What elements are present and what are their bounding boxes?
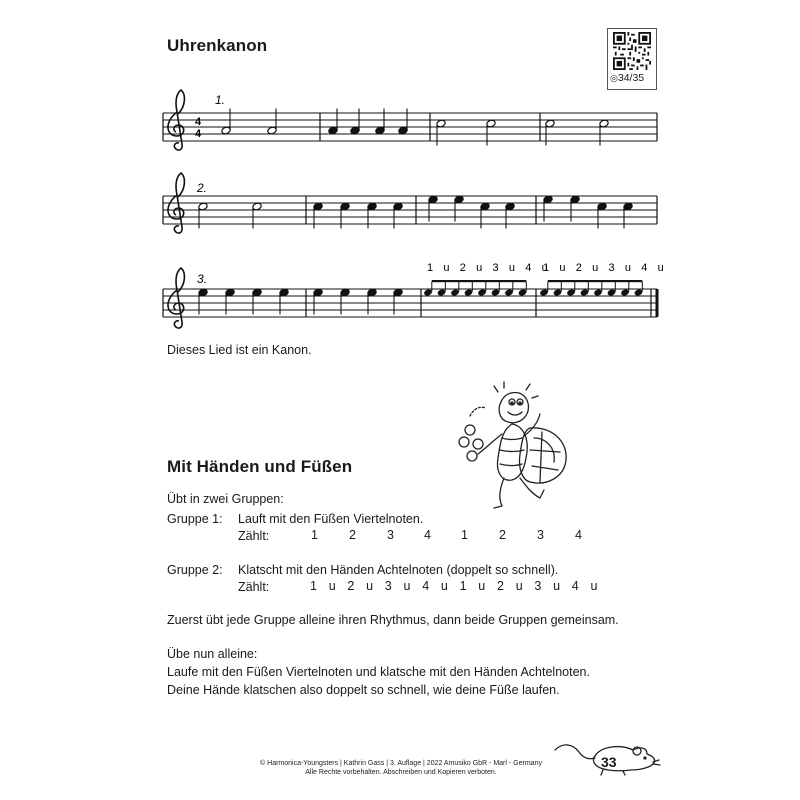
group2-count: 4: [571, 579, 579, 593]
group2-count: u: [328, 579, 336, 593]
time-sig-top: 4: [195, 116, 202, 128]
voice-number-2: 2.: [197, 181, 208, 195]
group2-count: 1: [310, 579, 317, 593]
time-sig-bottom: 4: [195, 128, 202, 140]
group2-count: u: [553, 579, 561, 593]
group1-count: 3: [387, 528, 394, 542]
group2-count: 2: [347, 579, 355, 593]
treble-clef-icon-3: [168, 268, 184, 328]
group2-count: u: [440, 579, 448, 593]
group2-count: u: [478, 579, 486, 593]
exercise-title: Mit Händen und Füßen: [167, 457, 353, 476]
song-title: Uhrenkanon: [167, 36, 268, 55]
turtle-juggler-illustration: [450, 378, 580, 513]
music-score: [0, 0, 800, 340]
cd-icon: ◎: [610, 73, 618, 83]
group2-count-label: Zählt:: [238, 580, 270, 594]
paragraph-2-line-2: Laufe mit den Füßen Viertelnoten und klatsche mit den Händen Achtelnoten.: [167, 665, 590, 679]
song-caption: Dieses Lied ist ein Kanon.: [167, 343, 312, 357]
voice-number-3: 3.: [197, 272, 208, 286]
group2-count: u: [366, 579, 374, 593]
group1-count: 3: [537, 528, 544, 542]
group2-count: 2: [497, 579, 504, 593]
exercise-intro: Übt in zwei Gruppen:: [167, 492, 284, 506]
group1-count: 4: [575, 528, 582, 542]
group2-count: 3: [534, 579, 542, 593]
footer-line-1: © Harmonica-Youngsters | Kathrin Gass | 3. Auflage | 2022 Amusiko GbR - Marl - Germany: [260, 760, 542, 767]
voice-number-1: 1.: [215, 93, 226, 107]
group1-text: Lauft mit den Füßen Viertelnoten.: [238, 512, 424, 526]
group2-count: u: [403, 579, 411, 593]
paragraph-1: Zuerst übt jede Gruppe alleine ihren Rhythmus, dann beide Gruppen gemeinsam.: [167, 613, 619, 627]
group2-text: Klatscht mit den Händen Achtelnoten (doppelt so schnell).: [238, 563, 559, 577]
beat-count-2: 1 u 2 u 3 u 4 u: [543, 262, 668, 274]
group1-count-label: Zählt:: [238, 529, 270, 543]
group1-count: 1: [311, 528, 318, 542]
track-number: 34/35: [617, 72, 645, 84]
page-number: 33: [601, 754, 617, 770]
group1-count: 1: [461, 528, 468, 542]
paragraph-2-line-3: Deine Hände klatschen also doppelt so schnell, wie deine Füße laufen.: [167, 683, 560, 697]
group2-count: 3: [384, 579, 392, 593]
note-beam: [432, 280, 527, 282]
group1-count: 2: [499, 528, 506, 542]
group2-count: u: [515, 579, 523, 593]
group2-count: 1: [459, 579, 467, 593]
group1-count: 2: [349, 528, 356, 542]
beat-count-1: 1 u 2 u 3 u 4 u: [427, 262, 552, 274]
group2-label: Gruppe 2:: [167, 563, 223, 577]
footer-line-2: Alle Rechte vorbehalten. Abschreiben und Kopieren verboten.: [305, 769, 497, 776]
staff-lines: [163, 113, 657, 317]
group1-count: 4: [424, 528, 431, 542]
group2-count: 4: [422, 579, 430, 593]
paragraph-2-line-1: Übe nun alleine:: [167, 647, 258, 661]
note-beam: [548, 280, 643, 282]
group1-label: Gruppe 1:: [167, 512, 223, 526]
footer-copyright: [246, 759, 556, 777]
group2-count: u: [590, 579, 598, 593]
